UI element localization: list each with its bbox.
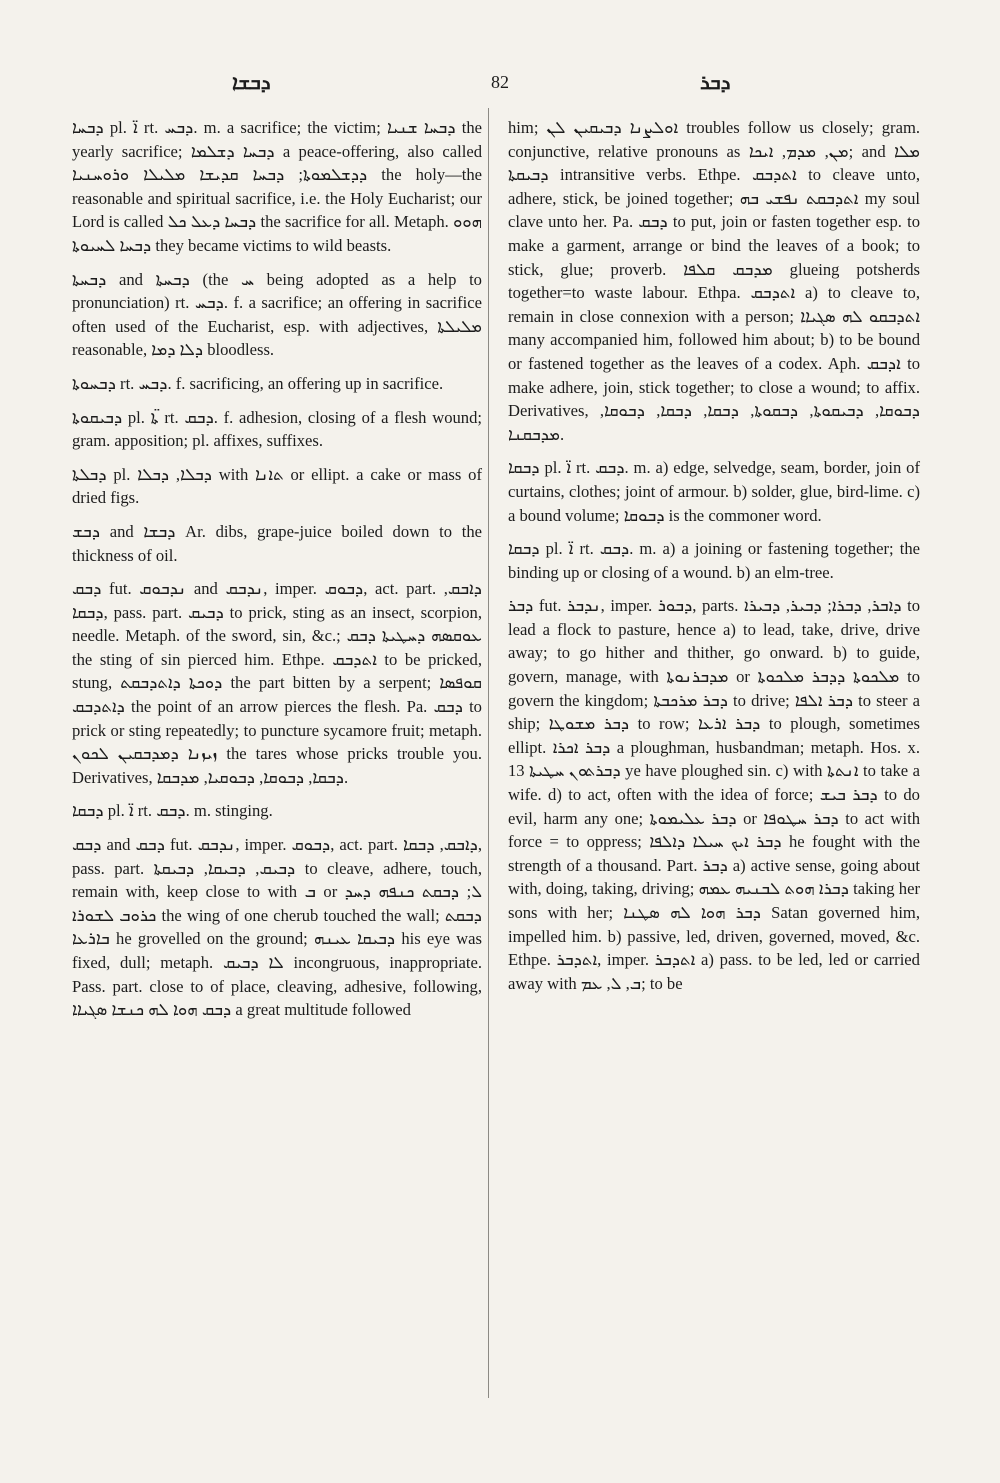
entry: ܕܒܪ fut. ܢܕܒܪ, imper. ܕܒܘܪ, parts. ܕܐܒܪ, ܕܒܪܐ; ܕܒܝܪ, ܕܒܝܪܐ to lead a flock to pasture, hence a) to lead, take, drive, drive away; to go hither and thither, go onward. b) to guide, govern, manage, with ܡܕܒܪܢܘܬܐ or ܡܠܟܘܬܐ ܕܕܒܪ ܡܠܟܘܬܐ to govern the kingdom; ܕܒܪ ܡܪܟܒܬܐ to drive; ܕܒܪ ܐܠܦܐ to steer a ship; ܕܒܪ ܡܫܘܛܐ to row; ܕܒܪ ܐܪܥܐ to plough, sometimes ellipt. ܕܒܪ ܐܟܪܐ a ploughman, husbandman; metaph. Hos. x. 13 ܕܒܪܬܘܢ ܚܛܝܬܐ ye have ploughed sin. c) with ܐܢܬܬܐ to take a wife. d) to act, often with the idea of force; ܕܒܪ ܒܝܫ to do evil, harm any one; ܕܒܪ ܥܠܝܡܘܬܐ or ܕܒܪ ܚܛܘܦܐ to act with force = to oppress; ܕܒܪ ܐܝܟ ܚܝܠܐ ܕܐܠܦܐ he fought with the strength of a thousand. Part. ܕܒܪ a) active sense, going about with, doing, taking, driving; ܕܒܪܐ ܗܘܬ ܠܒܢܝܗ ܥܡܗ taking her sons with her; ܕܒܪ ܗܘܐ ܠܗ ܣܛܢܐ Satan governed him, impelled him. b) passive, led, driven, governed, moved, &c. Ethpe. ܐܬܕܒܪ, imper. ܐܬܕܒܪ a) pass. to be led, led or carried away with ܒ, ܠ, ܥܡ; to be <box>508 596 921 993</box>
page-number: 82 <box>491 72 509 92</box>
entry: ܕܒܠܬܐ pl. ܕܒܠܐ, ܕܒܠܐ with ܬܐܢܐ or ellipt. a cake or mass of dried figs. <box>72 464 482 508</box>
entry: ܕܒܩ and ܕܒܩ fut. ܢܕܒܩ, imper. ܕܒܘܩ, act. part. ܕܐܒܩ, ܕܒܩܐ, pass. part. ܕܒܝܩ, ܕܒܝܩܐ, ܕܒܝܩܬܐ to cleave, adhere, touch, remain with, keep close to with ܒ or ܠ; ܕܒܩܬ ܟܢܦܗ ܕܚܕ ܟܪܘܒ ܠܫܘܪܐ the wing of one cherub touched the wall; ܕܒܩܬ ܒܐܪܥܐ he grovelled on the ground; ܕܒܝܩܐ ܥܝܢܗ his eye was fixed, dull; metaph. ܠܐ ܕܒܝܩ incongruous, inappropriate. Pass. part. close to of place, cleaving, adhesive, following, ܕܒܩ ܗܘܐ ܠܗ ܟܢܫܐ ܣܓܝܐܐ a great multitude followed <box>72 835 483 1020</box>
running-head-right: ܕܒܪ <box>700 72 731 94</box>
entry: ܕܒܩ fut. ܢܕܒܘܩ and ܢܕܒܩ, imper. ܕܒܘܩ, act. part. ܕܐܒܩ, ܕܒܩܐ, pass. part. ܕܒܝܩ to prick, sting as an insect, scorpion, needle. Metaph. of the sword, sin, &c.; ܥܘܩܣܗ ܕܚܛܝܬܐ ܕܒܩ the sting of sin pierced him. Ethpe. ܐܬܕܒܩ to be pricked, stung, ܕܘܟܬܐ ܕܐܬܕܒܩܬ the part bitten by a serpent; ܩܘܦܣܐ ܕܐܬܕܒܩ the point of an arrow pierces the flesh. Pa. ܕܒܩ to prick or sting repeatedly; to puncture sycamore fruit; metaph. ܙܝܙܢܐ ܕܡܕܒܩܝܢ ܠܟܘܢ the tares whose pricks trouble you. Derivatives, ܕܒܩܐ, ܕܒܘܩܐ, ܕܒܘܩܝܐ, ܡܕܒܩܐ. <box>72 579 483 787</box>
right-column <box>508 116 920 1005</box>
entry: ܕܒܩܐ pl. ܐ̈ rt. ܕܒܩ. m. a) edge, selvedge, seam, border, join of curtains, clothes; joint of armour. b) solder, glue, bird-lime. c) a bound volume; ܕܒܘܩܐ is the commoner word. <box>508 458 920 525</box>
entry: ܕܒܚܘܬܐ rt. ܕܒܚ. f. sacrificing, an offering up in sacrifice. <box>72 373 444 393</box>
entry: ܕܒܚܐ pl. ܐ̈ rt. ܕܒܚ. m. a sacrifice; the victim; ܕܒܚܐ ܫܢܝܐ the yearly sacrifice; ܕܒܚܐ ܕܫܠܡܐ a peace-offering, also called ܕܕܫܠܡܘܬܐ; ܕܒܚܐ ܩܕܝܫܐ ܡܠܝܠܐ ܘܪܘܚܢܝܐ the holy—the reasonable and spiritual sacrifice, i.e. the Holy Eucharist; our Lord is called ܕܒܚܐ ܕܥܠ ܟܠ the sacrifice for all. Metaph. ܗܘܘ ܕܒܚܐ ܠܚܝܘܬܐ they became victims to wild beasts. <box>72 118 482 255</box>
left-column <box>72 116 482 1032</box>
entry: ܕܒܚܬܐ and ܕܒܚܬܐ (the ܚ being adopted as a help to pronunciation) rt. ܕܒܚ. f. a sacrifice; an offering in sacrifice often used of the Eucharist, esp. with adjectives, ܡܠܝܠܬܐ reasonable, ܕܠܐ ܕܡܐ bloodless. <box>72 269 482 360</box>
entry: ܕܒܫ and ܕܒܫܐ Ar. dibs, grape-juice boiled down to the thickness of oil. <box>72 521 482 565</box>
running-head-left: ܕܒܫܐ <box>232 72 271 94</box>
page-header <box>0 72 1000 102</box>
entry: ܕܒܩܐ pl. ܐ̈ rt. ܕܒܩ. m. a) a joining or fastening together; the binding up or closing of a wound. b) an elm-tree. <box>508 539 920 582</box>
entry: ܕܒܩܐ pl. ܐ̈ rt. ܕܒܩ. m. stinging. <box>72 801 273 821</box>
entry: him; ܐܘܠܨܢܐ ܕܒܝܩܝܢ ܠܢ troubles follow us closely; gram. conjunctive, relative pronouns as ܡܢ, ܡܕܡ, ܐܝܟܐ; and ܡܠܐ ܕܒܝܩܬܐ intransitive verbs. Ethpe. ܐܬܕܒܩ to cleave unto, adhere, stick, be joined together; ܐܬܕܒܩܬ ܢܦܫܝ ܒܗ my soul clave unto her. Pa. ܕܒܩ to put, join or fasten together esp. to make a garment, arrange or bind the leaves of a book; to stick, glue; proverb. ܡܕܒܩ ܩܠܦܐ glueing potsherds together=to waste labour. Ethpa. ܐܬܕܒܩ a) to cleave to, remain in close connexion with a person; ܐܬܕܒܩܘ ܠܗ ܣܓܝܐܐ many accompanied him, followed him about; b) to be bound or fastened together as the leaves of a codex. Aph. ܐܕܒܩ to make adhere, join, stick together; to close a wound; to affix. Derivatives, ܕܒܘܩܐ, ܕܒܝܩܘܬܐ, ܕܒܩܘܬܐ, ܕܒܩܐ, ܕܒܩܐ, ܕܒܘܩܐ, ܡܕܒܩܢܐ. <box>508 118 921 444</box>
column-divider <box>488 108 489 1398</box>
entry: ܕܒܝܩܘܬܐ pl. ܬܐ̈ rt. ܕܒܩ. f. adhesion, closing of a flesh wound; gram. apposition; pl. affixes, suffixes. <box>72 407 482 451</box>
